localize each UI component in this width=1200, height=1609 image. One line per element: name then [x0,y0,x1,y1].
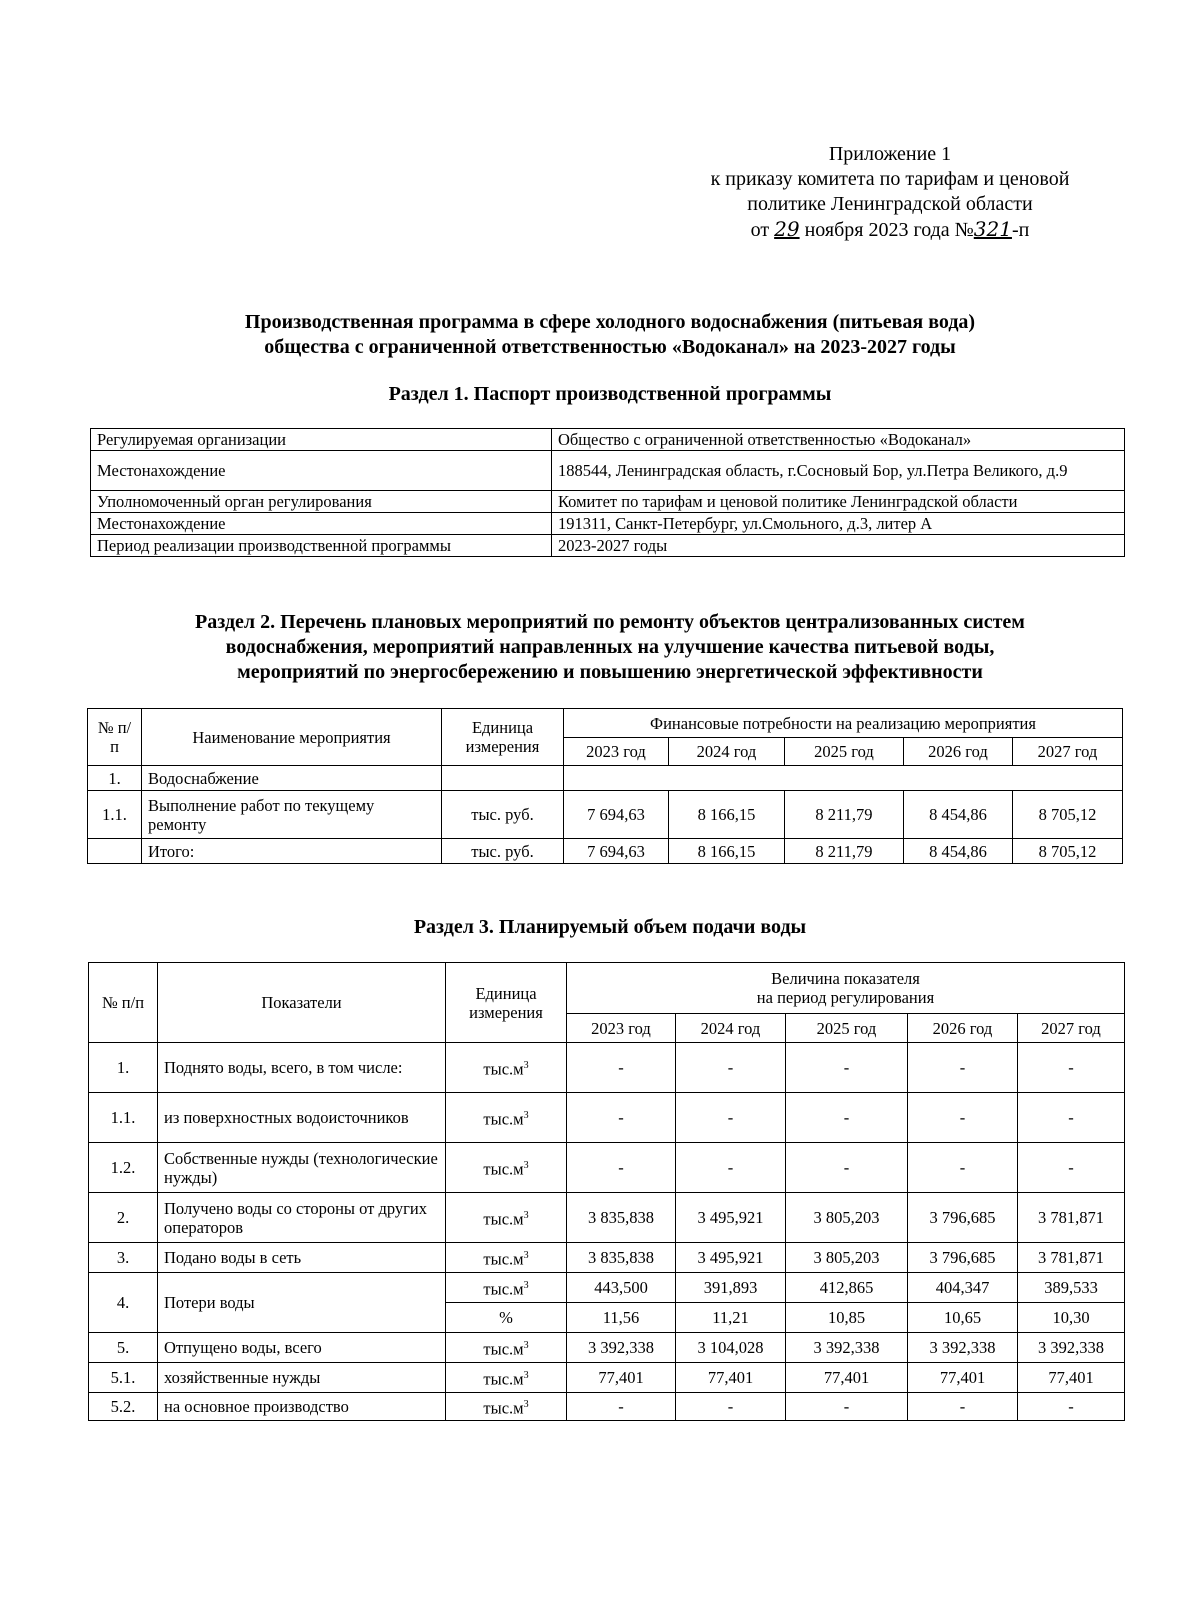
value-cell: 8 211,79 [785,791,904,839]
unit-text: тыс.м [483,1249,524,1269]
table-row [91,535,1125,557]
title-line: водоснабжения, мероприятий направленных на улучшение качества питьевой воды, [225,636,995,658]
value-cell: 77,401 [676,1363,786,1393]
value-cell: 3 392,338 [908,1333,1018,1363]
annex-line: к приказу комитета по тарифам и ценовой [710,168,1070,190]
table-row [89,1393,1125,1421]
table-row [89,1093,1125,1143]
unit [446,1363,567,1393]
unit: тыс. руб. [442,839,564,864]
value-cell: 8 705,12 [1013,791,1123,839]
table-row [88,839,1123,864]
value-cell: 8 211,79 [785,839,904,864]
row-label: Период реализации производственной программы [91,535,552,557]
indicator-name: Потери воды [158,1273,446,1333]
value-cell: 391,893 [676,1273,786,1303]
value-cell: - [676,1393,786,1421]
year-header: 2024 год [676,1014,786,1043]
header-num: № п/п [88,709,142,766]
row-number [88,839,142,864]
value-cell: 3 835,838 [567,1193,676,1243]
unit-superscript: 3 [523,1399,529,1411]
value-cell: 3 781,871 [1018,1193,1125,1243]
header-num: № п/п [89,963,158,1043]
row-number: 5.2. [89,1393,158,1421]
value-cell: - [786,1043,908,1093]
measure-name: Итого: [142,839,442,864]
year-header: 2023 год [567,1014,676,1043]
table-row [89,1043,1125,1093]
value-cell: - [786,1393,908,1421]
row-number: 5.1. [89,1363,158,1393]
year-header: 2025 год [786,1014,908,1043]
table-row [88,791,1123,839]
year-header: 2024 год [669,738,785,766]
unit [446,1143,567,1193]
document-title [60,310,1160,360]
unit: тыс. руб. [442,791,564,839]
value-cell: 8 454,86 [904,791,1013,839]
value-cell: 8 166,15 [669,791,785,839]
table-row [89,1243,1125,1273]
row-number: 1. [89,1043,158,1093]
value-cell: 11,56 [567,1303,676,1333]
value-cell: - [567,1043,676,1093]
header-unit: Единица измерения [442,709,564,766]
unit [446,1333,567,1363]
value-cell: 3 835,838 [567,1243,676,1273]
value-cell: 7 694,63 [564,839,669,864]
value-cell: 3 392,338 [567,1333,676,1363]
value-cell: 3 781,871 [1018,1243,1125,1273]
unit-superscript: 3 [523,1160,529,1172]
unit-superscript: 3 [523,1280,529,1292]
value-cell: - [786,1093,908,1143]
row-number: 2. [89,1193,158,1243]
unit-superscript: 3 [523,1340,529,1352]
header-value [567,963,1125,1014]
unit [446,1243,567,1273]
handwritten-number: 321 [973,217,1012,241]
value-cell: 3 392,338 [1018,1333,1125,1363]
row-value: 188544, Ленинградская область, г.Сосновый Бор, ул.Петра Великого, д.9 [552,451,1125,491]
value-cell: 3 805,203 [786,1243,908,1273]
indicator-name: хозяйственные нужды [158,1363,446,1393]
value-cell: 10,65 [908,1303,1018,1333]
value-cell: 7 694,63 [564,791,669,839]
unit-text: тыс.м [483,1209,524,1229]
row-number: 1. [88,766,142,791]
table-row [91,491,1125,513]
value-cell: - [908,1093,1018,1143]
value-cell: - [676,1143,786,1193]
unit [446,1193,567,1243]
text: -п [1011,219,1030,241]
header-financial: Финансовые потребности на реализацию мероприятия [564,709,1123,738]
year-header: 2026 год [908,1014,1018,1043]
table-row [89,1143,1125,1193]
value-cell: - [567,1093,676,1143]
year-header: 2023 год [564,738,669,766]
row-number: 1.1. [88,791,142,839]
table-row [91,513,1125,535]
value-cell: 3 495,921 [676,1243,786,1273]
value-cell: 11,21 [676,1303,786,1333]
indicator-name: Подано воды в сеть [158,1243,446,1273]
year-header: 2027 год [1018,1014,1125,1043]
text: ноября 2023 года № [804,219,974,241]
table-row [89,1193,1125,1243]
value-cell: - [908,1143,1018,1193]
indicator-name: на основное производство [158,1393,446,1421]
value-cell: 3 495,921 [676,1193,786,1243]
indicator-name: из поверхностных водоисточников [158,1093,446,1143]
row-value: Комитет по тарифам и ценовой политике Ленинградской области [552,491,1125,513]
section2-title [60,610,1160,685]
value-cell: 8 705,12 [1013,839,1123,864]
title-line: общества с ограниченной ответственностью «Водоканал» на 2023-2027 годы [264,336,956,358]
indicator-name: Собственные нужды (технологические нужды) [158,1143,446,1193]
value-cell: - [1018,1093,1125,1143]
value-cell: - [786,1143,908,1193]
value-cell: 3 104,028 [676,1333,786,1363]
annex-line: политике Ленинградской области [747,193,1033,215]
value-cell: - [567,1393,676,1421]
title-line: мероприятий по энергосбережению и повышению энергетической эффективности [237,661,983,683]
table-row [89,1363,1125,1393]
annex-line: Приложение 1 [828,143,952,165]
annex-header [640,142,1140,243]
value-cell: - [908,1043,1018,1093]
year-header: 2025 год [785,738,904,766]
measure-name: Выполнение работ по текущему ремонту [142,791,442,839]
measures-table [87,708,1123,864]
unit [446,1273,567,1303]
row-number: 4. [89,1273,158,1333]
row-value: Общество с ограниченной ответственностью «Водоканал» [552,429,1125,451]
value-cell: 10,85 [786,1303,908,1333]
row-label: Регулируемая организации [91,429,552,451]
value-cell: 77,401 [786,1363,908,1393]
value-cell: 412,865 [786,1273,908,1303]
unit-superscript: 3 [523,1060,529,1072]
value-cell: 3 796,685 [908,1193,1018,1243]
title-line: Производственная программа в сфере холодного водоснабжения (питьевая вода) [244,311,976,333]
table-row [89,1273,1125,1303]
water-volume-table [88,962,1125,1421]
value-cell: 3 805,203 [786,1193,908,1243]
value-cell: - [567,1143,676,1193]
table-row [91,429,1125,451]
unit [446,1043,567,1093]
value-cell: - [1018,1143,1125,1193]
value-cell: 3 392,338 [786,1333,908,1363]
value-cell: 443,500 [567,1273,676,1303]
unit-text: тыс.м [483,1279,524,1299]
row-value: 2023-2027 годы [552,535,1125,557]
year-header: 2026 год [904,738,1013,766]
unit-text: тыс.м [483,1109,524,1129]
value-cell: 10,30 [1018,1303,1125,1333]
row-number: 5. [89,1333,158,1363]
unit [442,766,564,791]
value-cell: 389,533 [1018,1273,1125,1303]
unit-text: тыс.м [483,1339,524,1359]
section1-title: Раздел 1. Паспорт производственной программы [388,383,832,405]
value-cell: 404,347 [908,1273,1018,1303]
header-indicators: Показатели [158,963,446,1043]
title-line: Раздел 2. Перечень плановых мероприятий по ремонту объектов централизованных систем [195,611,1025,633]
value-cell: - [676,1043,786,1093]
header-line: на период регулирования [756,988,935,1007]
row-label: Местонахождение [91,451,552,491]
unit [446,1393,567,1421]
value-cell: - [908,1393,1018,1421]
handwritten-day: 29 [774,217,800,241]
value-cell: 8 166,15 [669,839,785,864]
value-cell: 77,401 [1018,1363,1125,1393]
header-line: Величина показателя [771,969,920,988]
indicator-name: Поднято воды, всего, в том числе: [158,1043,446,1093]
empty-cell [564,766,1123,791]
value-cell: 3 796,685 [908,1243,1018,1273]
row-label: Местонахождение [91,513,552,535]
indicator-name: Отпущено воды, всего [158,1333,446,1363]
table-row [89,1333,1125,1363]
section3-title: Раздел 3. Планируемый объем подачи воды [413,916,807,938]
unit-text: тыс.м [483,1369,524,1389]
row-number: 1.2. [89,1143,158,1193]
value-cell: 77,401 [908,1363,1018,1393]
table-row [88,766,1123,791]
measure-name: Водоснабжение [142,766,442,791]
text: от [750,219,770,241]
unit: % [446,1303,567,1333]
row-value: 191311, Санкт-Петербург, ул.Смольного, д.3, литер А [552,513,1125,535]
unit-text: тыс.м [483,1398,524,1418]
unit-text: тыс.м [483,1059,524,1079]
indicator-name: Получено воды со стороны от других операторов [158,1193,446,1243]
row-number: 3. [89,1243,158,1273]
table-row [91,451,1125,491]
unit-text: тыс.м [483,1159,524,1179]
passport-table [90,428,1125,557]
value-cell: 77,401 [567,1363,676,1393]
annex-date-line [640,217,1140,243]
value-cell: - [1018,1043,1125,1093]
row-label: Уполномоченный орган регулирования [91,491,552,513]
row-number: 1.1. [89,1093,158,1143]
unit [446,1093,567,1143]
unit-superscript: 3 [523,1250,529,1262]
unit-superscript: 3 [523,1110,529,1122]
unit-superscript: 3 [523,1370,529,1382]
value-cell: - [1018,1393,1125,1421]
value-cell: - [676,1093,786,1143]
header-unit: Единица измерения [446,963,567,1043]
year-header: 2027 год [1013,738,1123,766]
header-name: Наименование мероприятия [142,709,442,766]
unit-superscript: 3 [523,1210,529,1222]
value-cell: 8 454,86 [904,839,1013,864]
